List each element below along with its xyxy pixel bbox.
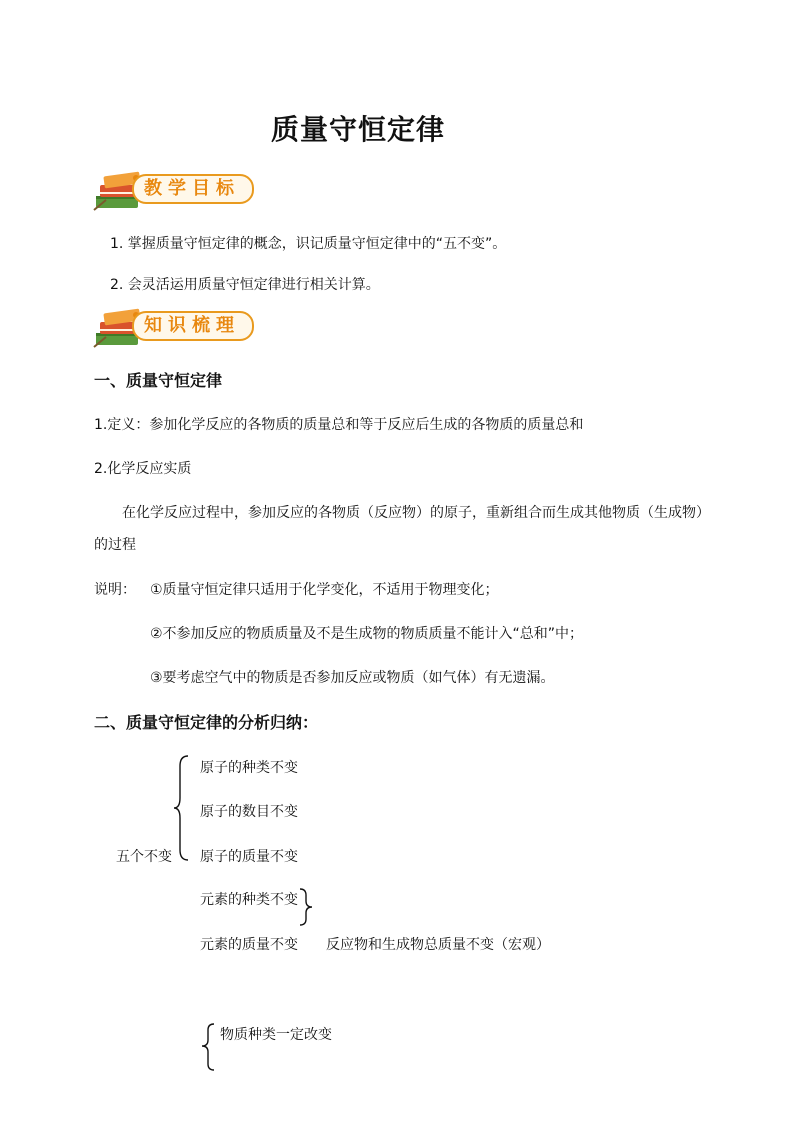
element-item-1: 元素的种类不变 (200, 892, 298, 908)
left-brace-icon (172, 754, 192, 862)
definition-text: 1.定义：参加化学反应的各物质的质量总和等于反应后生成的各物质的质量总和 (94, 417, 584, 433)
right-brace-icon (298, 887, 314, 927)
atom-item-3: 原子的质量不变 (200, 849, 298, 865)
left-brace-icon (200, 1022, 216, 1072)
note-item-1: ①质量守恒定律只适用于化学变化，不适用于物理变化； (150, 582, 499, 598)
page-title: 质量守恒定律 (270, 113, 445, 146)
essence-title: 2.化学反应实质 (94, 461, 192, 477)
five-unchanged-label: 五个不变 (116, 849, 172, 865)
objectives-banner (92, 170, 258, 214)
atom-item-1: 原子的种类不变 (200, 760, 298, 776)
change-item-1: 物质种类一定改变 (220, 1027, 332, 1043)
notes-label: 说明： (94, 582, 136, 598)
knowledge-banner-label: 知识梳理 (144, 315, 240, 336)
knowledge-banner (92, 307, 258, 351)
note-item-3: ③要考虑空气中的物质是否参加反应或物质（如气体）有无遗漏。 (150, 670, 555, 686)
section-heading-1: 一、质量守恒定律 (94, 371, 223, 390)
atom-item-2: 原子的数目不变 (200, 804, 298, 820)
essence-line-1: 在化学反应过程中，参加反应的各物质（反应物）的原子，重新组合而生成其他物质（生成物） (122, 505, 710, 521)
objective-item-2: 2. 会灵活运用质量守恒定律进行相关计算。 (110, 277, 380, 293)
essence-line-2: 的过程 (94, 537, 136, 553)
element-item-2: 元素的质量不变 (200, 937, 298, 953)
note-item-2: ②不参加反应的物质质量及不是生成物的物质质量不能计入“总和”中； (150, 626, 584, 642)
objectives-banner-label: 教学目标 (144, 178, 240, 199)
section-heading-2: 二、质量守恒定律的分析归纳： (94, 713, 319, 732)
macro-result-text: 反应物和生成物总质量不变（宏观） (326, 937, 550, 953)
objective-item-1: 1. 掌握质量守恒定律的概念，识记质量守恒定律中的“五不变”。 (110, 236, 507, 252)
